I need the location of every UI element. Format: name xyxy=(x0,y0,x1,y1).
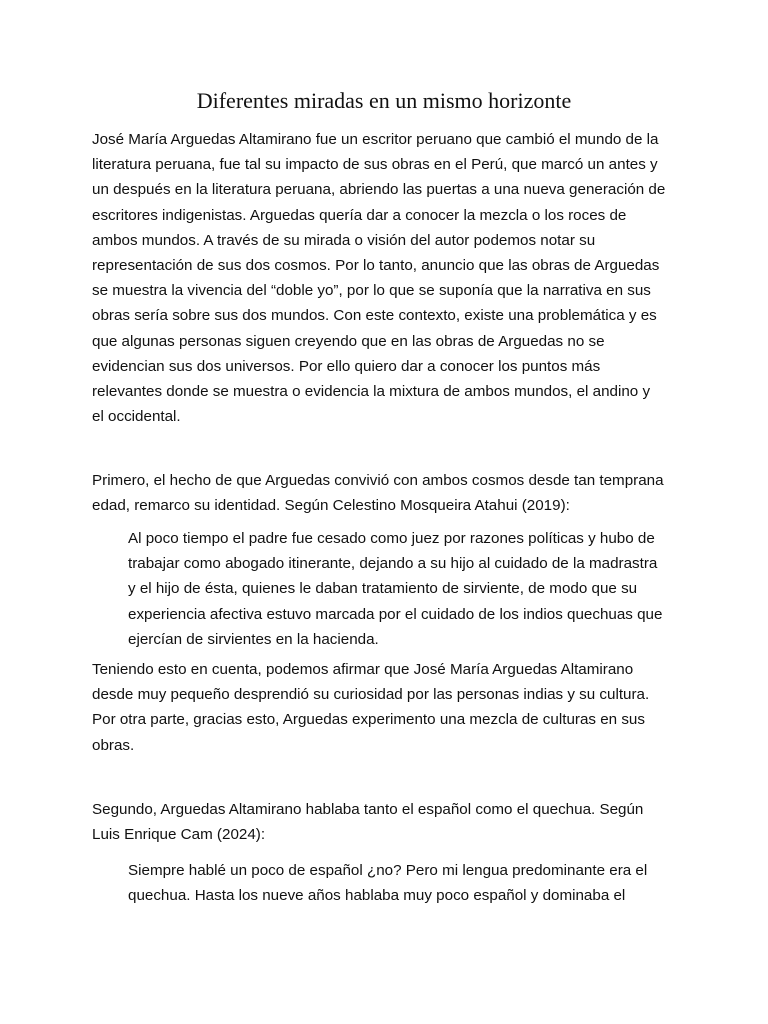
quote-line: quechua. Hasta los nueve años hablaba muy poco español y dominaba el xyxy=(128,887,626,905)
text-line: relevantes donde se muestra o evidencia la mixtura de ambos mundos, el andino y xyxy=(92,383,651,401)
text-line: Primero, el hecho de que Arguedas convivió con ambos cosmos desde tan temprana xyxy=(92,472,664,489)
block-quote-mosqueira xyxy=(128,526,688,652)
text-line: ambos mundos. A través de su mirada o visión del autor podemos notar su xyxy=(92,231,596,249)
text-line: Segundo, Arguedas Altamirano hablaba tanto el español como el quechua. Según xyxy=(92,801,644,818)
paragraph-teniendo xyxy=(92,657,688,758)
quote-line: ejercían de sirvientes en la hacienda. xyxy=(128,630,379,648)
quote-line: trabajar como abogado itinerante, dejando a su hijo al cuidado de la madrastra xyxy=(128,555,658,573)
paragraph-intro xyxy=(92,127,688,429)
document-title: Diferentes miradas en un mismo horizonte xyxy=(196,88,572,113)
block-quote-cam xyxy=(128,858,688,908)
text-line: obras. xyxy=(92,736,135,754)
quote-line: Al poco tiempo el padre fue cesado como juez por razones políticas y hubo de xyxy=(128,530,655,547)
text-line: Teniendo esto en cuenta, podemos afirmar que José María Arguedas Altamirano xyxy=(92,661,634,678)
paragraph-primero xyxy=(92,468,688,518)
text-line: Luis Enrique Cam (2024): xyxy=(92,826,266,844)
quote-line: Siempre hablé un poco de español ¿no? Pero mi lengua predominante era el xyxy=(128,862,648,879)
text-line: representación de sus dos cosmos. Por lo tanto, anuncio que las obras de Arguedas xyxy=(92,257,660,275)
text-line: desde muy pequeño desprendió su curiosidad por las personas indias y su cultura. xyxy=(92,686,650,704)
text-line: que algunas personas siguen creyendo que en las obras de Arguedas no se xyxy=(92,332,605,350)
quote-line: y el hijo de ésta, quienes le daban tratamiento de sirviente, de modo que su xyxy=(128,580,638,598)
text-line: obras sería sobre sus dos mundos. Con este contexto, existe una problemática y es xyxy=(92,307,657,325)
text-line: se muestra la vivencia del “doble yo”, por lo que se suponía que la narrativa en sus xyxy=(92,282,651,300)
text-line: literatura peruana, fue tal su impacto de sus obras en el Perú, que marcó un antes y xyxy=(92,156,658,174)
text-line: José María Arguedas Altamirano fue un escritor peruano que cambió el mundo de la xyxy=(92,131,659,148)
text-line: un después en la literatura peruana, abriendo las puertas a una nueva generación de xyxy=(92,181,666,199)
quote-line: experiencia afectiva estuvo marcada por el cuidado de los indios quechuas que xyxy=(128,605,663,623)
text-line: el occidental. xyxy=(92,408,181,426)
paragraph-segundo xyxy=(92,797,688,847)
text-line: escritores indigenistas. Arguedas quería dar a conocer la mezcla o los roces de xyxy=(92,206,627,224)
text-line: Por otra parte, gracias esto, Arguedas experimento una mezcla de culturas en sus xyxy=(92,711,645,729)
text-line: edad, remarco su identidad. Según Celestino Mosqueira Atahui (2019): xyxy=(92,497,570,515)
text-line: evidencian sus dos universos. Por ello quiero dar a conocer los puntos más xyxy=(92,357,601,375)
